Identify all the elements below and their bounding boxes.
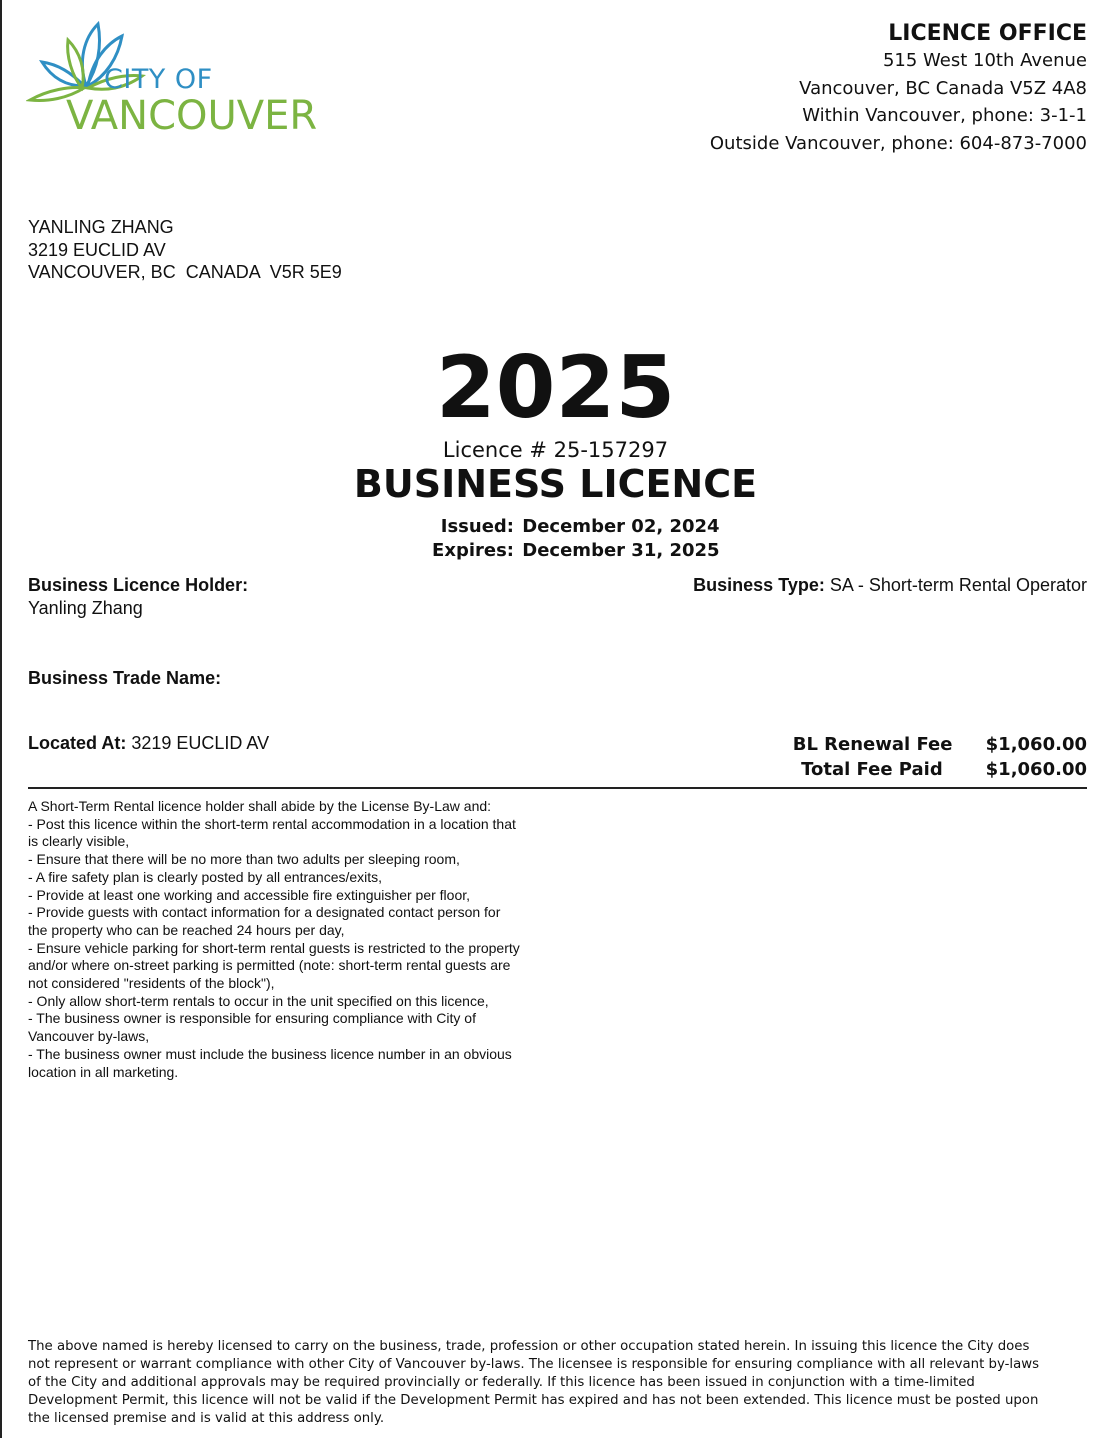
licence-year: 2025 xyxy=(435,338,676,438)
holder-value: Yanling Zhang xyxy=(28,598,143,618)
condition-line: - The business owner is responsible for ensuring compliance with City of xyxy=(28,1010,476,1027)
fee-label: BL Renewal Fee xyxy=(792,734,953,755)
trade-name xyxy=(28,667,221,690)
legal-footer xyxy=(28,1338,1090,1428)
fee-amount: $1,060.00 xyxy=(985,734,1087,755)
licence-office-block xyxy=(667,20,1087,157)
condition-line: Vancouver by-laws, xyxy=(28,1028,150,1045)
mailing-name: YANLING ZHANG xyxy=(28,217,174,237)
footer-line: Development Permit, this licence will not be valid if the Development Permit has expired and has not been extended. This licence must be posted upon xyxy=(28,1393,1039,1408)
mailing-city: VANCOUVER, BC CANADA V5R 5E9 xyxy=(28,262,342,282)
condition-line: not considered "residents of the block"), xyxy=(28,975,275,992)
condition-line: and/or where on-street parking is permitted (note: short-term rental guests are xyxy=(28,957,511,974)
footer-line: not represent or warrant compliance with other City of Vancouver by-laws. The licensee is responsible for ensuring compliance with all relevant by-laws xyxy=(28,1357,1040,1372)
condition-line: - The business owner must include the business licence number in an obvious xyxy=(28,1045,512,1062)
located-at-label: Located At: xyxy=(28,733,127,753)
trade-name-label: Business Trade Name: xyxy=(28,668,222,688)
business-type xyxy=(693,574,1087,597)
mailing-address xyxy=(28,216,342,284)
mailing-street: 3219 EUCLID AV xyxy=(28,239,166,260)
fee-row xyxy=(793,732,1087,757)
business-type-label: Business Type: xyxy=(693,575,825,595)
condition-line: - Only allow short-term rentals to occur in the unit specified on this licence, xyxy=(28,992,489,1009)
condition-line: - Provide guests with contact information for a designated contact person for xyxy=(28,904,501,921)
issued-value: December 02, 2024 xyxy=(522,516,720,537)
expires-value: December 31, 2025 xyxy=(522,540,720,561)
licence-conditions xyxy=(28,798,588,1081)
condition-line: - Provide at least one working and accessible fire extinguisher per floor, xyxy=(28,886,471,903)
footer-line: The above named is hereby licensed to carry on the business, trade, profession or other occupation stated herein. In issuing this licence the City does xyxy=(28,1339,1030,1354)
expires-row xyxy=(430,539,720,563)
condition-line: is clearly visible, xyxy=(28,833,130,850)
footer-line: of the City and additional approvals may be required provincially or federally. If this licence has been issued in conjunction with a time-limited xyxy=(28,1375,975,1390)
section-divider xyxy=(28,787,1087,789)
business-type-value: SA - Short-term Rental Operator xyxy=(829,575,1087,595)
condition-line: the property who can be reached 24 hours per day, xyxy=(28,921,345,938)
licence-office-title: LICENCE OFFICE xyxy=(888,21,1087,46)
condition-line: - Ensure vehicle parking for short-term rental guests is restricted to the property xyxy=(28,939,520,956)
fee-amount: $1,060.00 xyxy=(985,759,1087,780)
page-left-border xyxy=(0,0,2,1438)
licence-holder xyxy=(28,574,248,620)
office-city-line: Vancouver, BC Canada V5Z 4A8 xyxy=(799,77,1087,99)
logo-city-of-text: CITY OF xyxy=(104,64,213,95)
fee-row xyxy=(793,757,1087,782)
business-licence-title: BUSINESS LICENCE xyxy=(353,462,758,506)
logo-vancouver-text: VANCOUVER xyxy=(66,93,318,139)
issued-row xyxy=(430,515,720,539)
condition-line: A Short-Term Rental licence holder shall abide by the License By-Law and: xyxy=(28,798,492,814)
footer-line: the licensed premise and is valid at this address only. xyxy=(28,1411,385,1426)
located-at xyxy=(28,732,269,755)
office-phone-outside: Outside Vancouver, phone: 604-873-7000 xyxy=(709,132,1087,154)
fee-table xyxy=(793,732,1087,782)
licence-number: Licence # 25-157297 xyxy=(442,438,669,462)
licence-dates xyxy=(430,515,720,563)
expires-label: Expires: xyxy=(432,540,514,561)
issued-label: Issued: xyxy=(440,516,514,537)
located-at-value: 3219 EUCLID AV xyxy=(131,733,270,753)
condition-line: - Post this licence within the short-term rental accommodation in a location that xyxy=(28,815,516,832)
condition-line: location in all marketing. xyxy=(28,1063,179,1080)
office-phone-within: Within Vancouver, phone: 3-1-1 xyxy=(802,105,1087,126)
office-address-line: 515 West 10th Avenue xyxy=(882,50,1087,71)
fee-label: Total Fee Paid xyxy=(801,759,943,780)
holder-label: Business Licence Holder: xyxy=(28,575,249,595)
condition-line: - A fire safety plan is clearly posted by all entrances/exits, xyxy=(28,868,383,885)
condition-line: - Ensure that there will be no more than two adults per sleeping room, xyxy=(28,851,460,868)
